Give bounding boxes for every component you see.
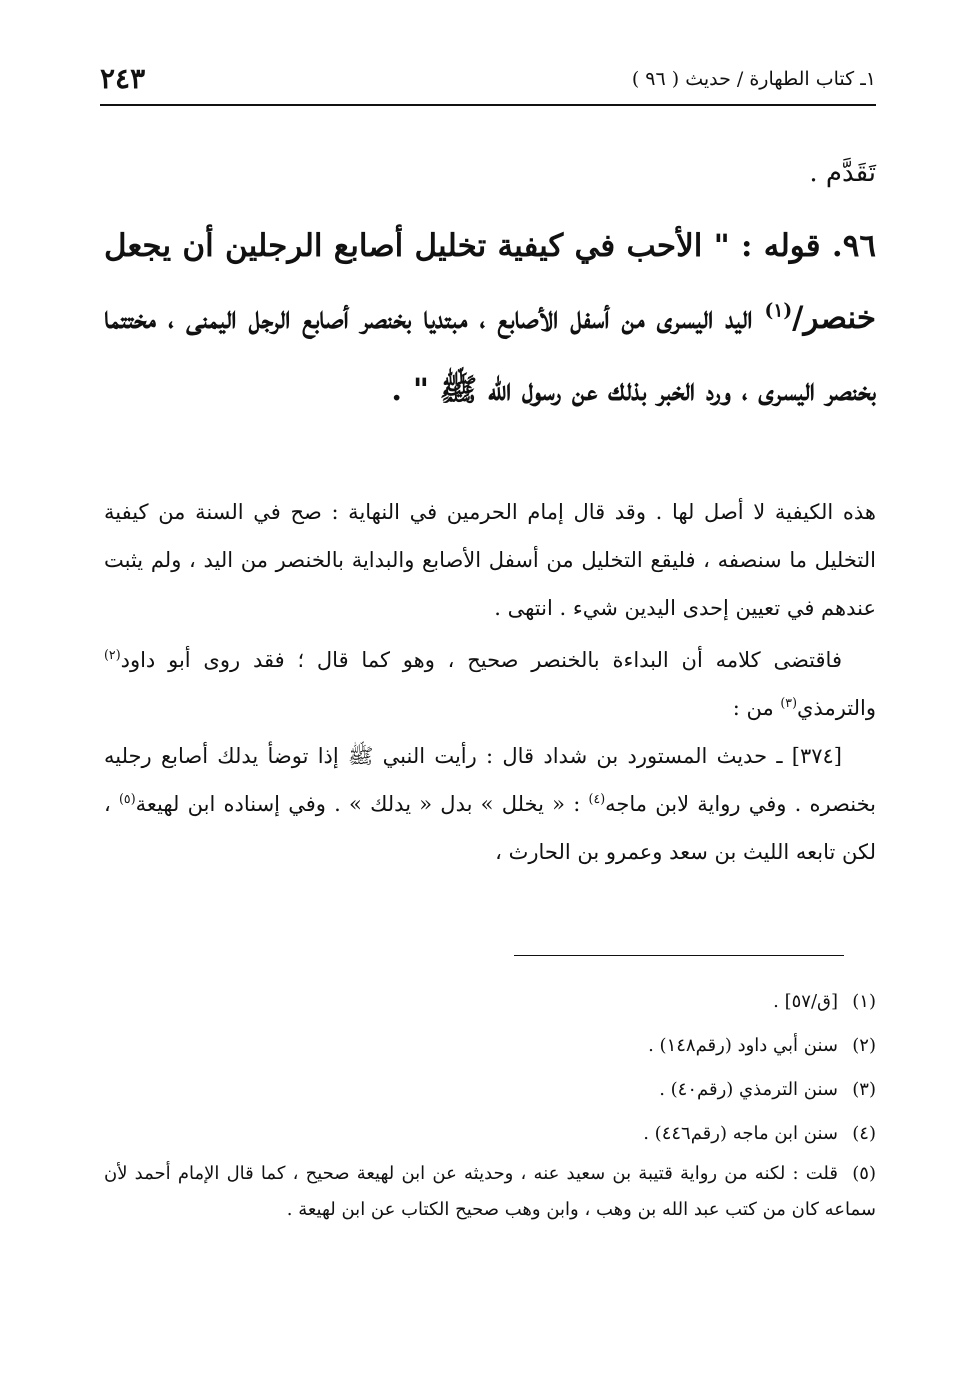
paragraph-1: هذه الكيفية لا أصل لها . وقد قال إمام الحرمين في النهاية : صح في السنة من كيفية التخليل ما سنصفه ، فليقع التخليل من أسفل الأصابع والبداية بالخنصر من اليد ، ولم يثبت عندهم في تعيين إحدى اليدين شيء . انتهى . <box>104 500 876 620</box>
paragraph-3-text-c: ، لكن تابعه الليث بن سعد وعمرو بن الحارث ، <box>104 792 876 864</box>
footnotes <box>104 980 876 1228</box>
paragraph-3-text-b: : « يخلل » بدل « يدلك » . وفي إسناده ابن لهيعة <box>135 792 589 816</box>
footnote-number: (٤) <box>852 1123 876 1144</box>
paragraph-3-text-a: [٣٧٤] ـ حديث المستورد بن شداد قال : رأيت النبي ﷺ إذا توضأ يدلك أصابع رجليه بخنصره . وفي رواية لابن ماجه <box>104 744 877 816</box>
header-rule <box>100 104 876 106</box>
footnote-item <box>104 980 876 1024</box>
footnote-text: [ق/٥٧] . <box>773 991 838 1012</box>
footnote-item <box>104 1112 876 1156</box>
footnote-number: (١) <box>852 991 876 1012</box>
page-number: ٢٤٣ <box>100 62 146 95</box>
footnote-text: سنن أبي داود (رقم١٤٨) . <box>648 1035 838 1056</box>
heading-prefix: ٩٦. قوله : " الأحب في كيفية تخليل أصابع الرجلين أن يجعل خنصر/ <box>104 228 876 336</box>
page-header <box>100 58 876 106</box>
heading-rest: اليد اليسرى من أسفل الأصابع ، مبتديا بخنصر أصابع الرجل اليمنى ، مختتما بخنصر اليسرى ، ورد الخبر بذلك عن رسول الله ﷺ " . <box>104 300 876 408</box>
footnote-marker-2: (٢) <box>104 647 121 662</box>
footnote-separator <box>514 955 844 956</box>
paragraph-2 <box>104 636 876 732</box>
footnote-marker-4: (٤) <box>588 791 606 806</box>
footnote-text: سنن ابن ماجه (رقم٤٤٦) . <box>643 1123 838 1144</box>
paragraph-2-text-c: من : <box>732 696 781 720</box>
footnote-text: قلت : لكنه من رواية قتيبة بن سعيد عنه ، وحديثه عن ابن لهيعة صحيح ، كما قال الإمام أحمد لأن سماعه كان من كتب عبد الله بن وهب ، وابن وهب صحيح الكتاب عن ابن لهيعة . <box>104 1163 876 1220</box>
running-title: ١ـ كتاب الطهارة / حديث ( ٩٦ ) <box>631 68 876 90</box>
paragraph-3 <box>104 732 876 876</box>
footnote-number: (٢) <box>852 1035 876 1056</box>
footnote-marker-1: (١) <box>764 300 793 322</box>
footnote-marker-3: (٣) <box>780 695 797 710</box>
footnote-text: سنن الترمذي (رقم٤٠) . <box>659 1079 838 1100</box>
footnote-number: (٣) <box>852 1079 876 1100</box>
paragraph-2-text-b: والترمذي <box>796 696 876 720</box>
footnote-item <box>104 1024 876 1068</box>
footnote-marker-5: (٥) <box>119 791 136 806</box>
continuation-text: تَقَدَّم . <box>809 158 876 188</box>
paragraph-2-text-a: فاقتضى كلامه أن البداءة بالخنصر صحيح ، وهو كما قال ؛ فقد روى أبو داود <box>120 648 842 672</box>
footnote-item <box>104 1068 876 1112</box>
footnote-number: (٥) <box>852 1163 876 1184</box>
footnote-item <box>104 1156 876 1228</box>
hadith-heading <box>104 210 876 426</box>
